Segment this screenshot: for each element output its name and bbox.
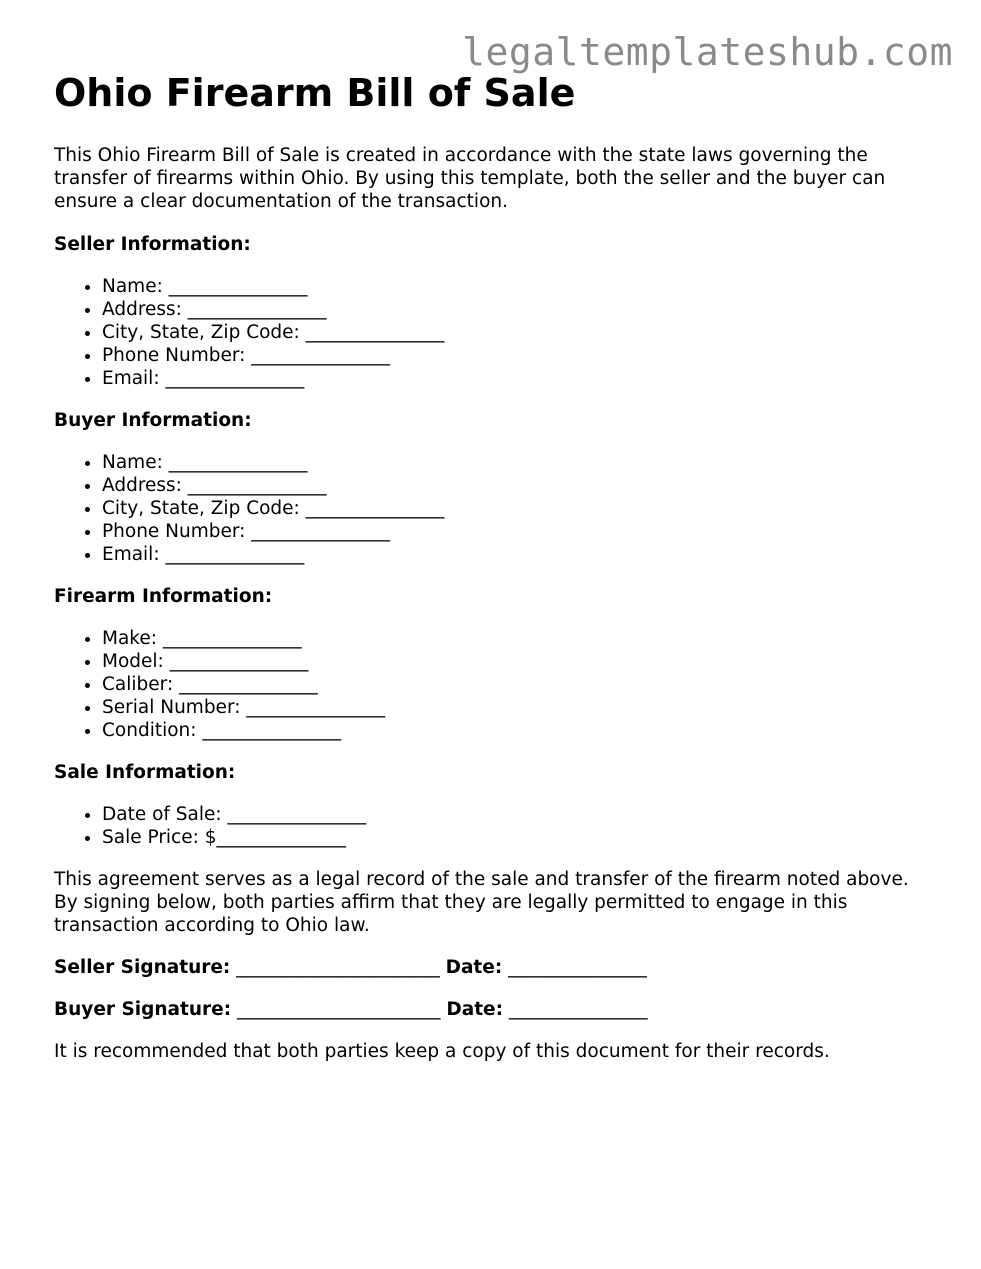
seller-name-field: • Name: _______________ xyxy=(102,275,934,298)
seller-date-blank: _______________ xyxy=(508,957,647,978)
buyer-email-field: • Email: _______________ xyxy=(102,543,934,566)
document-page xyxy=(54,70,934,1063)
firearm-list xyxy=(54,627,934,742)
seller-email-field: • Email: _______________ xyxy=(102,367,934,390)
seller-signature-blank: ______________________ xyxy=(236,957,440,978)
seller-phone-field: • Phone Number: _______________ xyxy=(102,344,934,367)
seller-address-field: • Address: _______________ xyxy=(102,298,934,321)
intro-paragraph: This Ohio Firearm Bill of Sale is created in accordance with the state laws governing the transfer of firearms within Ohio. By using this template, both the seller and the buyer can ensure a clear documentation of the transaction. xyxy=(54,145,886,212)
buyer-signature-blank: ______________________ xyxy=(236,999,441,1020)
buyer-phone-field: • Phone Number: _______________ xyxy=(102,520,934,543)
buyer-date-label: Date: xyxy=(446,999,504,1020)
buyer-city-state-zip-field: • City, State, Zip Code: _______________ xyxy=(102,497,934,520)
buyer-list xyxy=(54,451,934,566)
buyer-signature-line xyxy=(54,998,934,1021)
seller-heading: Seller Information: xyxy=(54,234,251,255)
firearm-model-field: • Model: _______________ xyxy=(102,650,934,673)
buyer-heading: Buyer Information: xyxy=(54,410,252,431)
firearm-caliber-field: • Caliber: _______________ xyxy=(102,673,934,696)
sale-price-field: • Sale Price: $______________ xyxy=(102,826,934,849)
seller-date-label: Date: xyxy=(445,957,503,978)
footer-note: It is recommended that both parties keep a copy of this document for their records. xyxy=(54,1041,830,1062)
buyer-address-field: • Address: _______________ xyxy=(102,474,934,497)
firearm-serial-field: • Serial Number: _______________ xyxy=(102,696,934,719)
sale-list xyxy=(54,803,934,849)
sale-heading: Sale Information: xyxy=(54,762,236,783)
firearm-make-field: • Make: _______________ xyxy=(102,627,934,650)
agreement-paragraph: This agreement serves as a legal record of the sale and transfer of the firearm noted above. By signing below, both parties affirm that they are legally permitted to engage in this transaction according to Ohio law. xyxy=(54,869,909,936)
seller-city-state-zip-field: • City, State, Zip Code: _______________ xyxy=(102,321,934,344)
buyer-signature-label: Buyer Signature: xyxy=(54,999,232,1020)
seller-list xyxy=(54,275,934,390)
buyer-date-blank: _______________ xyxy=(508,999,648,1020)
buyer-name-field: • Name: _______________ xyxy=(102,451,934,474)
sale-date-field: • Date of Sale: _______________ xyxy=(102,803,934,826)
seller-signature-label: Seller Signature: xyxy=(54,957,231,978)
watermark: legaltemplateshub.com xyxy=(462,30,953,74)
firearm-heading: Firearm Information: xyxy=(54,586,273,607)
seller-signature-line xyxy=(54,956,934,979)
firearm-condition-field: • Condition: _______________ xyxy=(102,719,934,742)
page-title: Ohio Firearm Bill of Sale xyxy=(54,71,576,115)
